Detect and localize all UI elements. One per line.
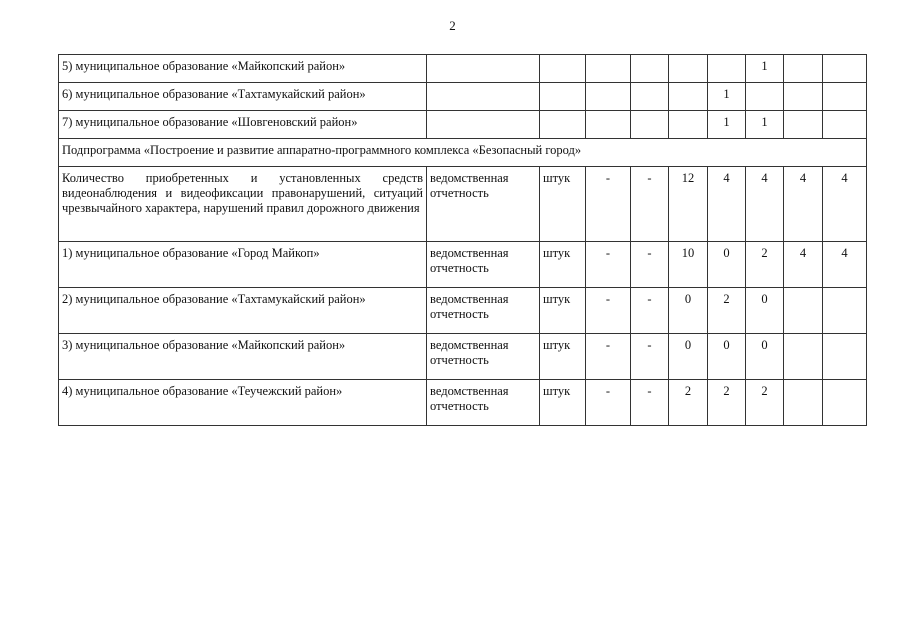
value-cell: 0: [746, 334, 784, 380]
value-cell: -: [586, 167, 631, 242]
indicator-name: 7) муниципальное образование «Шовгеновский район»: [59, 111, 427, 139]
value-cell: 4: [746, 167, 784, 242]
data-source: ведомственная отчетность: [427, 242, 540, 288]
value-cell: 1: [746, 55, 784, 83]
value-cell: [823, 334, 867, 380]
value-cell: 12: [669, 167, 708, 242]
value-cell: 2: [746, 242, 784, 288]
value-cell: [631, 55, 669, 83]
unit: [540, 111, 586, 139]
unit: штук: [540, 334, 586, 380]
table-row: [59, 334, 867, 380]
data-source: [427, 83, 540, 111]
value-cell: [586, 83, 631, 111]
indicator-name: 3) муниципальное образование «Майкопский район»: [59, 334, 427, 380]
data-source: [427, 111, 540, 139]
value-cell: [784, 111, 823, 139]
value-cell: -: [586, 380, 631, 426]
unit: [540, 55, 586, 83]
table-row: [59, 167, 867, 242]
unit: штук: [540, 288, 586, 334]
value-cell: 2: [746, 380, 784, 426]
value-cell: [631, 83, 669, 111]
value-cell: 4: [708, 167, 746, 242]
value-cell: 1: [708, 111, 746, 139]
table-row: [59, 55, 867, 83]
value-cell: -: [586, 334, 631, 380]
value-cell: [631, 111, 669, 139]
value-cell: [586, 111, 631, 139]
data-source: ведомственная отчетность: [427, 380, 540, 426]
value-cell: [746, 83, 784, 111]
table-row: [59, 111, 867, 139]
value-cell: [823, 288, 867, 334]
value-cell: 4: [823, 167, 867, 242]
value-cell: -: [586, 288, 631, 334]
value-cell: [784, 55, 823, 83]
value-cell: 2: [708, 380, 746, 426]
indicator-name: Количество приобретенных и установленных средств видеонаблюдения и видеофиксации правонарушений, ситуаций чрезвычайного характера, нарушений правил дорожного движения: [59, 167, 427, 242]
value-cell: 2: [669, 380, 708, 426]
value-cell: -: [631, 334, 669, 380]
data-source: ведомственная отчетность: [427, 167, 540, 242]
value-cell: [586, 55, 631, 83]
value-cell: 4: [784, 167, 823, 242]
value-cell: [669, 83, 708, 111]
value-cell: [823, 83, 867, 111]
data-source: ведомственная отчетность: [427, 288, 540, 334]
value-cell: [784, 334, 823, 380]
unit: штук: [540, 242, 586, 288]
subprogram-title: Подпрограмма «Построение и развитие аппаратно-программного комплекса «Безопасный город»: [59, 139, 867, 167]
value-cell: 0: [669, 334, 708, 380]
value-cell: -: [631, 167, 669, 242]
unit: штук: [540, 380, 586, 426]
value-cell: 4: [784, 242, 823, 288]
indicator-name: 5) муниципальное образование «Майкопский район»: [59, 55, 427, 83]
value-cell: 0: [708, 334, 746, 380]
value-cell: [823, 55, 867, 83]
value-cell: [784, 380, 823, 426]
value-cell: 0: [708, 242, 746, 288]
indicator-name: 6) муниципальное образование «Тахтамукайский район»: [59, 83, 427, 111]
data-source: ведомственная отчетность: [427, 334, 540, 380]
data-source: [427, 55, 540, 83]
value-cell: 10: [669, 242, 708, 288]
table-row: [59, 288, 867, 334]
table-row: [59, 380, 867, 426]
value-cell: 2: [708, 288, 746, 334]
indicator-name: 4) муниципальное образование «Теучежский район»: [59, 380, 427, 426]
indicator-name: 2) муниципальное образование «Тахтамукайский район»: [59, 288, 427, 334]
value-cell: -: [586, 242, 631, 288]
unit: [540, 83, 586, 111]
value-cell: 0: [669, 288, 708, 334]
subprogram-row: [59, 139, 867, 167]
value-cell: 1: [708, 83, 746, 111]
value-cell: 0: [746, 288, 784, 334]
unit: штук: [540, 167, 586, 242]
value-cell: [823, 380, 867, 426]
page-number: 2: [449, 18, 456, 33]
table-row: [59, 242, 867, 288]
value-cell: 1: [746, 111, 784, 139]
indicator-name: 1) муниципальное образование «Город Майкоп»: [59, 242, 427, 288]
value-cell: [784, 288, 823, 334]
value-cell: [708, 55, 746, 83]
value-cell: -: [631, 380, 669, 426]
indicators-table: [58, 54, 867, 426]
value-cell: [669, 111, 708, 139]
table-row: [59, 83, 867, 111]
value-cell: -: [631, 288, 669, 334]
value-cell: -: [631, 242, 669, 288]
value-cell: [669, 55, 708, 83]
value-cell: [823, 111, 867, 139]
value-cell: 4: [823, 242, 867, 288]
value-cell: [784, 83, 823, 111]
